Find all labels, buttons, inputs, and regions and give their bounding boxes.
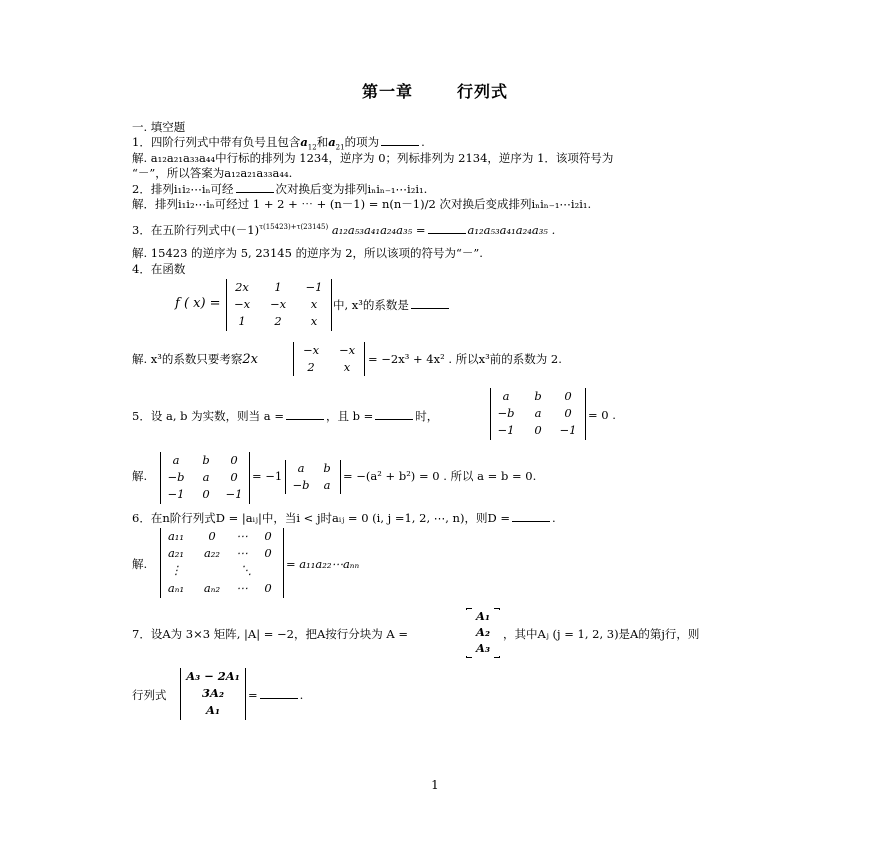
question-7: 7．设A为 3×3 矩阵, |A| = −2，把A按行分块为 A = [132,627,409,641]
matrix-cell: b [323,461,331,475]
matrix-cell: 3A₂ [202,686,224,700]
answer-blank[interactable] [411,298,449,309]
q1-tail: 的项为 [344,135,380,149]
matrix-cell: A₃ − 2A₁ [186,669,240,683]
matrix-cell: 0 [264,546,272,560]
a5-mid: = −1 [252,469,283,483]
question-6: 6．在n阶行列式D = |aᵢⱼ|中，当i < j时aᵢⱼ = 0 (i, j =1, 2, ⋯, n)，则D = . [132,511,556,525]
matrix-cell: 0 [230,453,238,467]
matrix-cell: a₁₁ [167,529,185,543]
matrix-cell: −1 [559,423,577,437]
matrix-cell: −1 [497,423,515,437]
a4-text: 解. x³的系数只要考察 [132,352,243,366]
chapter-number: 第一章 [361,82,413,101]
matrix-cell: aₙ₂ [203,581,221,595]
a6-prefix: 解. [132,557,148,571]
answer-2: 解．排列i₁i₂⋯iₙ可经过 1 + 2 + ⋯ + (n－1) = n(n－1)/2 次对换后变成排列iₙiₙ₋₁⋯i₂i₁. [132,197,592,211]
matrix-cell: 2x [235,280,249,294]
q1-end: . [421,135,425,149]
q5-text3: 时， [415,409,439,423]
matrix-cell: 0 [264,581,272,595]
matrix-cell: a₂₁ [167,546,185,560]
q7-block-matrix [466,608,500,658]
matrix-cell: −1 [167,487,185,501]
section-heading: 一. 填空题 [132,120,186,134]
question-3 [132,220,555,237]
q5-text2: ，且 b = [325,409,374,423]
a6-result: = a₁₁a₂₂⋯aₙₙ [286,557,360,571]
matrix-cell: b [202,453,210,467]
q3-term2: a₁₂a₅₃a₄₁a₂₄a₃₅ . [467,222,556,237]
answer-blank[interactable] [381,135,419,146]
chapter-name: 行列式 [457,82,509,101]
q1-text: 1．四阶行列式中带有负号且包含 [132,135,301,149]
matrix-cell: a [534,406,542,420]
q3-text: 3．在五阶行列式中(－1) [132,222,260,237]
q3-exponent: τ(15423)+τ(23145) [259,223,329,231]
matrix-cell: 0 [264,529,272,543]
matrix-cell: ⋯ [236,546,248,560]
a5-result: = −(a² + b²) = 0 . 所以 a = b = 0. [343,469,537,483]
chapter-title [0,79,870,102]
matrix-cell: 1 [238,314,246,328]
matrix-cell: a [502,389,510,403]
matrix-cell: 2 [307,360,315,374]
matrix-cell: x [343,360,351,374]
matrix-cell: −x [302,343,320,357]
matrix-cell: A₁ [476,609,490,623]
matrix-cell: b [534,389,542,403]
answer-blank[interactable] [236,182,274,193]
answer-1a: 解. a₁₂a₂₁a₃₃a₄₄中行标的排列为 1234，逆序为 0；列标排列为 2134，逆序为 1．该项符号为 [132,151,614,165]
q2-text: 2．排列i₁i₂⋯iₙ可经 [132,182,234,196]
matrix-cell: 0 [534,423,542,437]
matrix-cell: −1 [305,280,323,294]
matrix-cell: 1 [274,280,282,294]
question-5 [132,409,438,423]
matrix-cell: 0 [564,406,572,420]
matrix-cell: A₁ [206,703,220,717]
matrix-cell: ⋮ [170,563,182,577]
a4-determinant [293,342,365,376]
a5-determinant-2 [285,460,341,494]
matrix-cell: ⋱ [240,563,252,577]
matrix-cell: −b [292,478,310,492]
answer-3: 解. 15423 的逆序为 5, 23145 的逆序为 2，所以该项的符号为“－”. [132,246,483,260]
matrix-cell: a [172,453,180,467]
matrix-cell: a [297,461,305,475]
matrix-cell: 0 [564,389,572,403]
answer-4 [132,352,258,367]
q5-equals: = 0 . [588,408,616,422]
answer-1b: “－”，所以答案为a₁₂a₂₁a₃₃a₄₄. [132,166,293,180]
matrix-cell: a₂₂ [203,546,221,560]
q5-determinant [490,388,586,440]
q7-prefix: 行列式 [132,688,167,702]
q4-tail [333,298,451,312]
q2-tail: 次对换后变为排列iₙiₙ₋₁⋯i₂i₁. [275,182,428,196]
q4-tail-text: 中, x³的系数是 [333,298,409,312]
matrix-cell: 0 [208,529,216,543]
q7-equals: = . [248,688,304,702]
answer-blank[interactable] [512,511,550,522]
matrix-cell: x [310,314,318,328]
a4-coef: 2x [242,352,259,367]
question-7-tail: ，其中Aⱼ (j = 1, 2, 3)是A的第j行，则 [503,627,700,641]
matrix-cell: A₂ [476,625,490,639]
a4-result: = −2x³ + 4x² . 所以x³前的系数为 2. [368,352,562,366]
matrix-cell: A₃ [476,641,490,655]
a5-determinant [160,452,250,504]
question-4: 4．在函数 [132,262,186,276]
q6-text: 6．在n阶行列式D = |aᵢⱼ|中，当i < j时aᵢⱼ = 0 (i, j =1, 2, ⋯, n)，则D = [132,511,510,525]
matrix-cell: −x [269,297,287,311]
matrix-cell: a [202,470,210,484]
matrix-cell: −b [497,406,515,420]
a5-prefix: 解. [132,469,148,483]
q7-determinant [180,668,246,720]
answer-blank[interactable] [428,223,466,234]
q4-determinant [226,279,332,331]
matrix-cell: 0 [202,487,210,501]
q3-term: a₁₂a₅₃a₄₁a₂₄a₃₅ = [331,222,426,237]
a6-determinant [160,528,284,598]
matrix-cell: x [310,297,318,311]
matrix-cell: 0 [230,470,238,484]
q1-mid: 和 [316,135,329,149]
page-number: 1 [431,778,439,792]
matrix-cell: −b [167,470,185,484]
answer-blank[interactable] [286,409,324,420]
matrix-cell: aₙ₁ [167,581,185,595]
matrix-cell: ⋯ [236,529,248,543]
matrix-cell: −x [338,343,356,357]
q5-text: 5．设 a, b 为实数，则当 a = [132,409,284,423]
answer-blank[interactable] [375,409,413,420]
q4-function: f ( x) = [175,296,221,311]
matrix-cell: 2 [274,314,282,328]
q7-eq: = [248,688,258,702]
matrix-cell: ⋯ [236,581,248,595]
answer-blank[interactable] [260,688,298,699]
question-2 [132,182,427,196]
matrix-cell: a [323,478,331,492]
matrix-cell: −1 [225,487,243,501]
question-1: 1．四阶行列式中带有负号且包含$a_{12}$和$a_{21}$的项为 . [132,135,425,152]
matrix-cell: −x [233,297,251,311]
